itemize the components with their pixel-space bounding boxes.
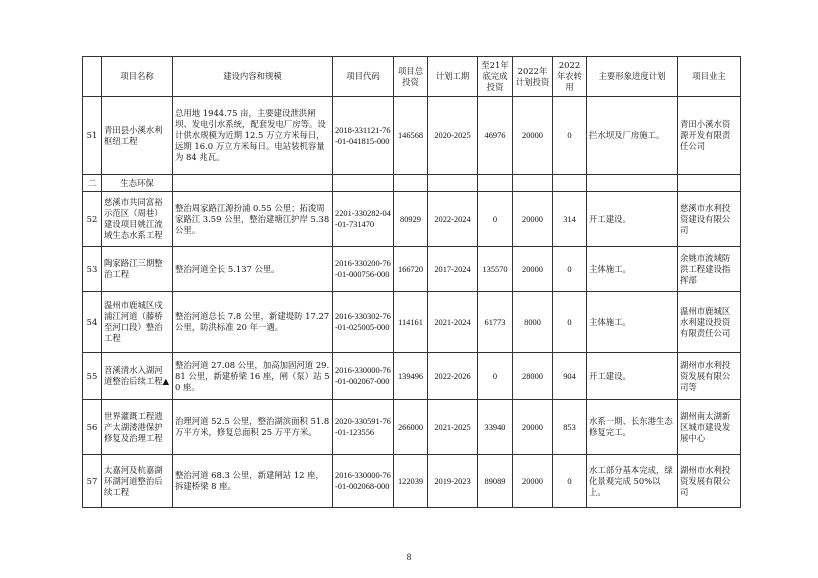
table-row (83, 455, 741, 508)
row-code: 2201-330282-04-01-731470 (333, 192, 394, 247)
row-name: 太嘉河及杭嘉湖环湖河道整治后续工程 (102, 455, 173, 508)
row-period: 2019-2023 (428, 455, 478, 508)
row-owner: 温州市鹿城区水利建设投资有限责任公司 (678, 292, 741, 353)
row-period: 2022-2024 (428, 192, 478, 247)
row-total: 266000 (394, 400, 428, 455)
row-total: 80929 (394, 192, 428, 247)
section-row (83, 175, 741, 192)
row-code: 2020-330591-76-01-123556 (333, 400, 394, 455)
row-content: 整治河道 27.08 公里，加高加固河道 29.81 公里，新建桥梁 16 座，闸（泵）站 50 座。 (173, 353, 333, 400)
table-row (83, 353, 741, 400)
row-to2021: 46976 (478, 97, 513, 175)
row-name: 苕溪清水入湖河道整治后续工程▲ (102, 353, 173, 400)
row-no: 52 (83, 192, 102, 247)
page-number: 8 (406, 552, 412, 562)
row-to2021: 0 (478, 353, 513, 400)
row-owner: 余姚市流域防洪工程建设指挥部 (678, 247, 741, 292)
header-land2022: 2022年农转用 (553, 57, 587, 97)
row-no: 54 (83, 292, 102, 353)
row-no: 56 (83, 400, 102, 455)
row-content: 整治河道总长 7.8 公里，新建堤防 17.27 公里，防洪标准 20 年一遇。 (173, 292, 333, 353)
row-total: 146568 (394, 97, 428, 175)
row-owner: 湖州市水利投资发展有限公司等 (678, 353, 741, 400)
row-plan2022: 8000 (513, 292, 553, 353)
row-total: 166720 (394, 247, 428, 292)
row-period: 2021-2024 (428, 292, 478, 353)
row-content: 总用地 1944.75 亩，主要建设泄洪闸坝、发电引水系统，配套发电厂房等。设计供水规模为近期 12.5 万立方米每日，远期 16.0 万立方米每日。电站装机容量为 84 兆瓦。 (173, 97, 333, 175)
row-land2022: 904 (553, 353, 587, 400)
row-no: 55 (83, 353, 102, 400)
row-land2022: 853 (553, 400, 587, 455)
row-owner: 青田小溪水资源开发有限责任公司 (678, 97, 741, 175)
row-total: 114161 (394, 292, 428, 353)
header-owner: 项目业主 (678, 57, 741, 97)
row-progress: 拦水坝及厂房施工。 (587, 97, 678, 175)
header-total: 项目总投资 (394, 57, 428, 97)
row-to2021: 61773 (478, 292, 513, 353)
section-name: 生态环保 (102, 175, 173, 192)
row-to2021: 89089 (478, 455, 513, 508)
row-land2022: 0 (553, 292, 587, 353)
row-owner: 湖州南太湖新区城市建设发展中心 (678, 400, 741, 455)
row-land2022: 0 (553, 97, 587, 175)
row-owner: 湖州市水利投资发展有限公司 (678, 455, 741, 508)
row-name: 世界灌溉工程遗产太湖溇港保护修复及治理工程 (102, 400, 173, 455)
header-content: 建设内容和规模 (173, 57, 333, 97)
project-table (82, 56, 741, 508)
header-code: 项目代码 (333, 57, 394, 97)
row-no: 51 (83, 97, 102, 175)
row-name: 青田县小溪水利枢纽工程 (102, 97, 173, 175)
row-progress: 主体施工。 (587, 247, 678, 292)
row-plan2022: 20000 (513, 97, 553, 175)
row-period: 2021-2025 (428, 400, 478, 455)
row-plan2022: 20000 (513, 247, 553, 292)
row-plan2022: 20000 (513, 400, 553, 455)
row-code: 2016-330000-76-01-002067-000 (333, 353, 394, 400)
row-no: 57 (83, 455, 102, 508)
row-code: 2016-330200-76-01-000756-000 (333, 247, 394, 292)
header-name: 项目名称 (102, 57, 173, 97)
row-plan2022: 20000 (513, 192, 553, 247)
row-no: 53 (83, 247, 102, 292)
row-to2021: 135570 (478, 247, 513, 292)
row-content: 整治河道 68.3 公里，新建闸站 12 座，拆建桥梁 8 座。 (173, 455, 333, 508)
header-no (83, 57, 102, 97)
row-land2022: 314 (553, 192, 587, 247)
row-code: 2016-330302-76-01-025005-000 (333, 292, 394, 353)
row-period: 2022-2026 (428, 353, 478, 400)
row-to2021: 0 (478, 192, 513, 247)
row-progress: 主体施工。 (587, 292, 678, 353)
row-period: 2017-2024 (428, 247, 478, 292)
row-land2022: 0 (553, 455, 587, 508)
header-progress: 主要形象进度计划 (587, 57, 678, 97)
row-progress: 开工建设。 (587, 353, 678, 400)
row-to2021: 33940 (478, 400, 513, 455)
row-land2022: 0 (553, 247, 587, 292)
table-row (83, 292, 741, 353)
row-period: 2020-2025 (428, 97, 478, 175)
row-plan2022: 20000 (513, 455, 553, 508)
row-code: 2018-331121-76-01-041815-000 (333, 97, 394, 175)
row-content: 整治河道全长 5.137 公里。 (173, 247, 333, 292)
row-progress: 开工建设。 (587, 192, 678, 247)
header-period: 计划工期 (428, 57, 478, 97)
header-to2021: 至21年底完成投资 (478, 57, 513, 97)
header-plan2022: 2022年计划投资 (513, 57, 553, 97)
row-plan2022: 28000 (513, 353, 553, 400)
row-name: 陶家路江三期整治工程 (102, 247, 173, 292)
row-content: 治理河道 52.5 公里，整治湖滨面积 51.8 万平方米，修复总面积 25 万平方米。 (173, 400, 333, 455)
row-total: 139496 (394, 353, 428, 400)
row-content: 整治周家路江源扮浦 0.55 公里；拓浚周家路江 3.59 公里，整治建塘江护岸 5.38 公里。 (173, 192, 333, 247)
section-no: 二 (83, 175, 102, 192)
row-total: 122039 (394, 455, 428, 508)
table-row (83, 192, 741, 247)
row-name: 慈溪市共同富裕示范区（周巷）建设项目姚江流域生态水系工程 (102, 192, 173, 247)
row-progress: 水系一期、长东港生态修复完工。 (587, 400, 678, 455)
row-owner: 慈溪市水利投资建设有限公司 (678, 192, 741, 247)
table-row (83, 247, 741, 292)
table-row (83, 97, 741, 175)
row-progress: 水工部分基本完成，绿化景观完成 50%以上。 (587, 455, 678, 508)
table-row (83, 400, 741, 455)
row-name: 温州市鹿城区戍浦江河道（藤桥至河口段）整治工程 (102, 292, 173, 353)
row-code: 2016-330000-76-01-002068-000 (333, 455, 394, 508)
header-row (83, 57, 741, 97)
